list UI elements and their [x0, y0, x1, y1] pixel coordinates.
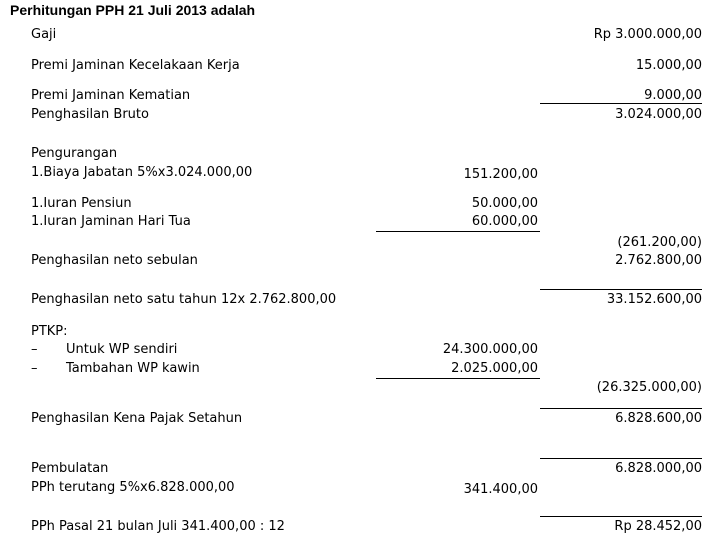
value-premi-kecelakaan: 15.000,00 [635, 58, 702, 73]
label-pph-terutang: PPh terutang 5%x6.828.000,00 [31, 480, 235, 495]
value-pembulatan: 6.828.000,00 [615, 461, 702, 476]
bullet-wp-kawin: – [31, 361, 38, 376]
sum-line-pph-juli [540, 516, 702, 517]
label-pengurangan: Pengurangan [31, 146, 118, 161]
sum-line-pkp [540, 408, 702, 409]
value-bruto: 3.024.000,00 [615, 107, 702, 122]
value-iuran-pensiun: 50.000,00 [471, 196, 538, 211]
label-pph-juli: PPh Pasal 21 bulan Juli 341.400,00 : 12 [31, 519, 285, 534]
value-wp-kawin: 2.025.000,00 [451, 361, 538, 376]
label-neto-setahun: Penghasilan neto satu tahun 12x 2.762.800,00 [31, 292, 337, 307]
value-neto-setahun: 33.152.600,00 [606, 292, 702, 307]
value-iuran-hari-tua: 60.000,00 [471, 214, 538, 229]
label-neto-sebulan: Penghasilan neto sebulan [31, 253, 198, 268]
value-total-pengurangan: (261.200,00) [617, 235, 702, 250]
label-wp-sendiri: Untuk WP sendiri [66, 342, 178, 357]
value-wp-sendiri: 24.300.000,00 [442, 342, 538, 357]
sum-line-neto-setahun [540, 289, 702, 290]
label-wp-kawin: Tambahan WP kawin [66, 361, 200, 376]
label-ptkp: PTKP: [31, 324, 68, 339]
value-neto-sebulan: 2.762.800,00 [615, 253, 702, 268]
value-total-ptkp: (26.325.000,00) [596, 380, 702, 395]
label-premi-kecelakaan: Premi Jaminan Kecelakaan Kerja [31, 58, 240, 73]
label-pkp: Penghasilan Kena Pajak Setahun [31, 411, 243, 426]
value-pkp: 6.828.600,00 [615, 411, 702, 426]
sum-line-pembulatan [540, 458, 702, 459]
value-premi-kematian: 9.000,00 [644, 88, 702, 103]
value-pph-juli: Rp 28.452,00 [614, 519, 702, 534]
label-gaji: Gaji [31, 27, 57, 42]
label-pembulatan: Pembulatan [31, 461, 109, 476]
label-biaya-jabatan: 1.Biaya Jabatan 5%x3.024.000,00 [31, 165, 253, 180]
label-iuran-pensiun: 1.Iuran Pensiun [31, 196, 132, 211]
label-premi-kematian: Premi Jaminan Kematian [31, 88, 191, 103]
value-biaya-jabatan: 151.200,00 [463, 167, 538, 182]
label-iuran-hari-tua: 1.Iuran Jaminan Hari Tua [31, 214, 191, 229]
sum-line-ptkp [376, 378, 540, 379]
bullet-wp-sendiri: – [31, 342, 38, 357]
value-pph-terutang: 341.400,00 [463, 482, 538, 497]
sum-line-pengurangan [376, 231, 540, 232]
page-title: Perhitungan PPH 21 Juli 2013 adalah [10, 2, 256, 18]
value-gaji: Rp 3.000.000,00 [593, 27, 702, 42]
label-bruto: Penghasilan Bruto [31, 107, 149, 122]
